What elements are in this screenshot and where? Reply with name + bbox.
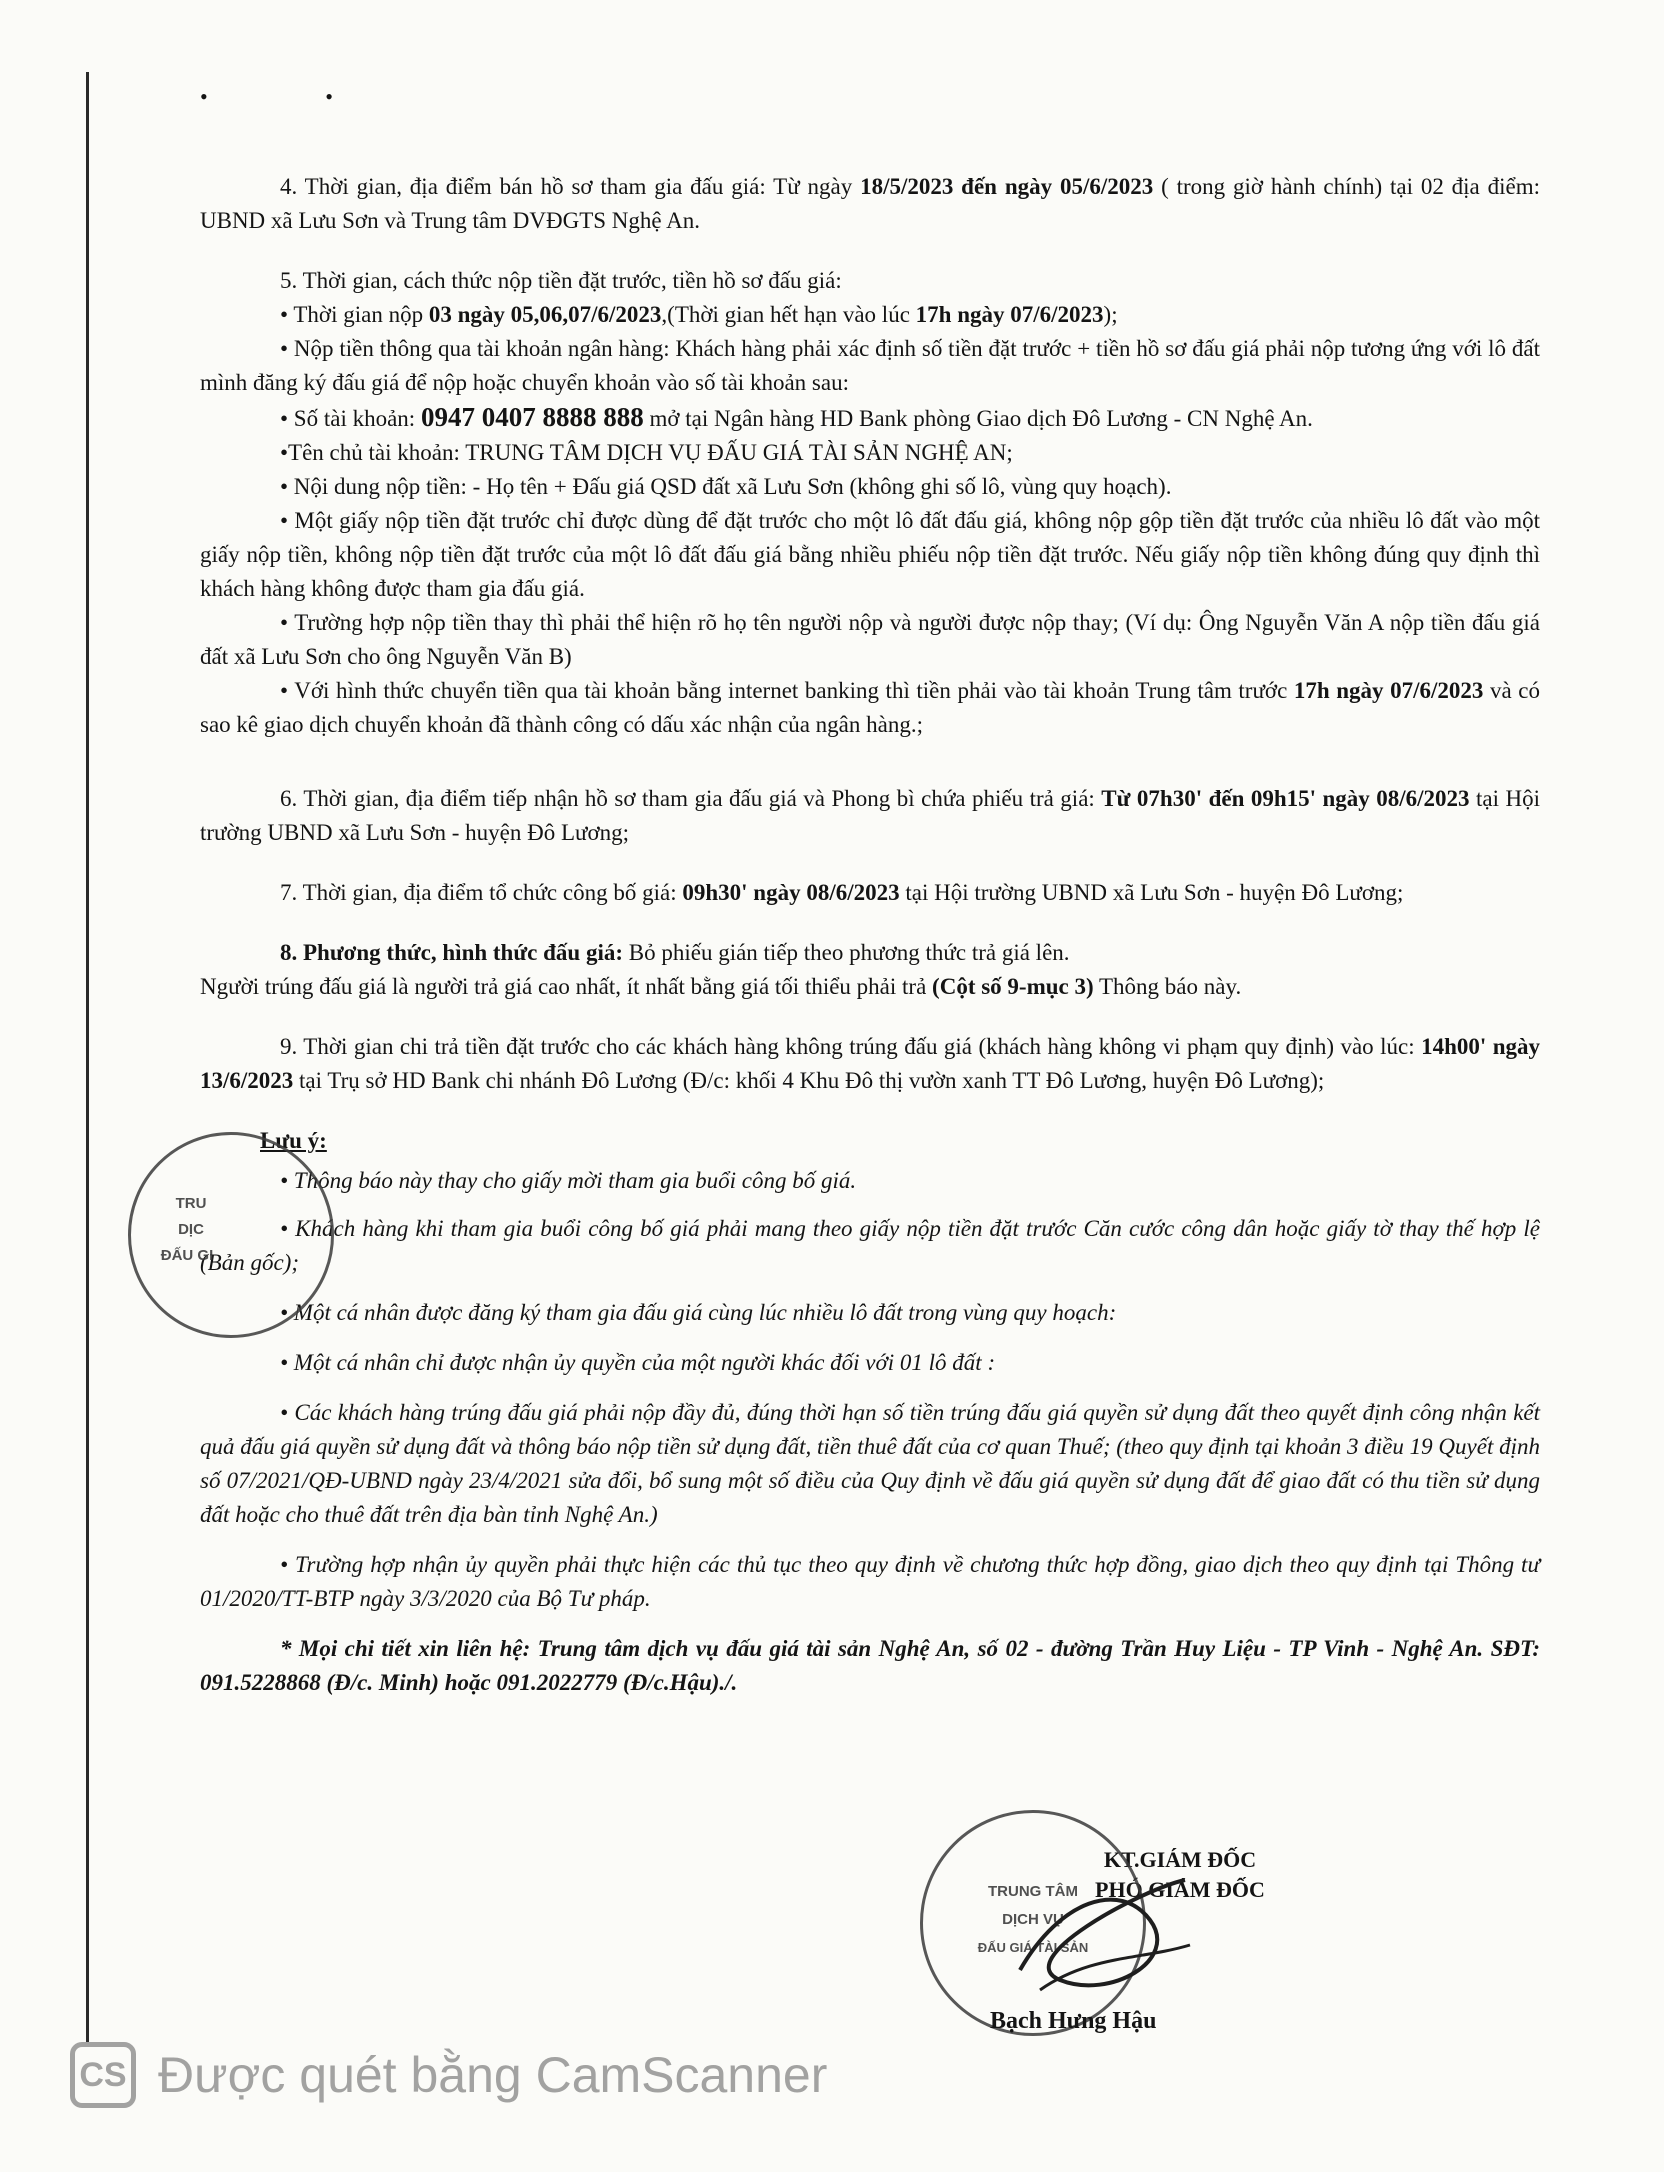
section-6: 6. Thời gian, địa điểm tiếp nhận hồ sơ tham gia đấu giá và Phong bì chứa phiếu trả giá: Từ 07h30' đến 09h15' ngày 08/6/2023 tại Hội trường UBND xã Lưu Sơn - huyện Đô Lương; xyxy=(200,786,1540,845)
note-5: • Các khách hàng trúng đấu giá phải nộp đầy đủ, đúng thời hạn số tiền trúng đấu giá quyền sử dụng đất theo quyết định công nhận kết quả đấu giá quyền sử dụng đất và thông báo nộp tiền sử dụng đất, tiền thuê đất của cơ quan Thuế; (theo quy định tại khoản 3 điều 19 Quyết định số 07/2021/QĐ-UBND ngày 23/4/2021 sửa đổi, bổ sung một số điều của Quy định về đấu giá quyền sử dụng đất để giao đất có thu tiền sử dụng đất hoặc cho thuê đất trên địa bàn tỉnh Nghệ An.) xyxy=(200,1400,1540,1527)
note-1: • Thông báo này thay cho giấy mời tham gia buổi công bố giá. xyxy=(280,1168,857,1193)
section-5-bullet-8: • Với hình thức chuyển tiền qua tài khoản bằng internet banking thì tiền phải vào tài khoản Trung tâm trước 17h ngày 07/6/2023 và có sao kê giao dịch chuyển khoản đã thành công có dấu xác nhận của ngân hàng.; xyxy=(200,678,1540,737)
section-9: 9. Thời gian chi trả tiền đặt trước cho các khách hàng không trúng đấu giá (khách hàng không vi phạm quy định) vào lúc: 14h00' ngày 13/6/2023 tại Trụ sở HD Bank chi nhánh Đô Lương (Đ/c: khối 4 Khu Đô thị vườn xanh TT Đô Lương, huyện Đô Lương); xyxy=(200,1034,1540,1093)
signature-title-1: KT.GIÁM ĐỐC xyxy=(1103,1847,1257,1872)
camscanner-logo-icon: CS xyxy=(70,2042,136,2108)
note-4: • Một cá nhân chỉ được nhận ủy quyền của một người khác đối với 01 lô đất : xyxy=(280,1350,996,1375)
section-5-bullet-6: • Một giấy nộp tiền đặt trước chỉ được dùng để đặt trước cho một lô đất đấu giá, không nộp gộp tiền đặt trước của nhiều lô đất vào một giấy nộp tiền, không nộp tiền đặt trước của một lô đất đấu giá bằng nhiều phiếu nộp tiền đặt trước. Nếu giấy nộp tiền không đúng quy định thì khách hàng không được tham gia đấu giá. xyxy=(200,508,1540,601)
section-5-bullet-2: • Nộp tiền thông qua tài khoản ngân hàng: Khách hàng phải xác định số tiền đặt trước + tiền hồ sơ đấu giá phải nộp tương ứng với lô đất mình đăng ký đấu giá để nộp hoặc chuyển khoản vào số tài khoản sau: xyxy=(200,336,1540,395)
section-5-bullet-4: •Tên chủ tài khoản: TRUNG TÂM DỊCH VỤ ĐẤU GIÁ TÀI SẢN NGHỆ AN; xyxy=(280,440,1013,465)
section-7: 7. Thời gian, địa điểm tổ chức công bố giá: 09h30' ngày 08/6/2023 tại Hội trường UBND xã Lưu Sơn - huyện Đô Lương; xyxy=(280,880,1404,905)
section-5-bullet-5: • Nội dung nộp tiền: - Họ tên + Đấu giá QSD đất xã Lưu Sơn (không ghi số lô, vùng quy hoạch). xyxy=(280,474,1172,499)
section-5-bullet-3: • Số tài khoản: 0947 0407 8888 888 mở tại Ngân hàng HD Bank phòng Giao dịch Đô Lương - CN Nghệ An. xyxy=(280,402,1313,432)
note-3: • Một cá nhân được đăng ký tham gia đấu giá cùng lúc nhiều lô đất trong vùng quy hoạch: xyxy=(280,1300,1117,1325)
official-stamp-right: TRUNG TÂM DỊCH VỤ ĐẤU GIÁ TÀI SẢN xyxy=(920,1810,1146,2036)
notes-heading: Lưu ý: xyxy=(260,1128,327,1153)
handwritten-signature xyxy=(1000,1860,1200,2010)
section-8-cont: Người trúng đấu giá là người trả giá cao nhất, ít nhất bằng giá tối thiểu phải trả (Cột số 9-mục 3) Thông báo này. xyxy=(200,974,1242,999)
signature-title-2: PHÓ GIÁM ĐỐC xyxy=(1095,1877,1265,1902)
scan-dots: • • xyxy=(200,84,389,109)
note-7: * Mọi chi tiết xin liên hệ: Trung tâm dịch vụ đấu giá tài sản Nghệ An, số 02 - đường Trần Huy Liệu - TP Vinh - Nghệ An. SĐT: 091.5228868 (Đ/c. Minh) hoặc 091.2022779 (Đ/c.Hậu)./. xyxy=(200,1636,1540,1695)
note-2: • Khách hàng khi tham gia buổi công bố giá phải mang theo giấy nộp tiền đặt trước Căn cước công dân hoặc giấy tờ thay thế hợp lệ (Bản gốc); xyxy=(200,1216,1540,1275)
camscanner-watermark xyxy=(70,2040,827,2110)
section-4: 4. Thời gian, địa điểm bán hồ sơ tham gia đấu giá: Từ ngày 18/5/2023 đến ngày 05/6/2023 ( trong giờ hành chính) tại 02 địa điểm: UBND xã Lưu Sơn và Trung tâm DVĐGTS Nghệ An. xyxy=(200,174,1540,233)
section-5-bullet-1: • Thời gian nộp 03 ngày 05,06,07/6/2023,(Thời gian hết hạn vào lúc 17h ngày 07/6/2023); xyxy=(280,302,1118,327)
scan-edge xyxy=(86,72,89,2042)
section-5-bullet-7: • Trường hợp nộp tiền thay thì phải thể hiện rõ họ tên người nộp và người được nộp thay; (Ví dụ: Ông Nguyễn Văn A nộp tiền đấu giá đất xã Lưu Sơn cho ông Nguyễn Văn B) xyxy=(200,610,1540,669)
watermark-text: Được quét bằng CamScanner xyxy=(158,2047,828,2103)
document-body xyxy=(200,170,1540,1700)
section-8: 8. Phương thức, hình thức đấu giá: Bỏ phiếu gián tiếp theo phương thức trả giá lên. xyxy=(280,940,1070,965)
section-5-title: 5. Thời gian, cách thức nộp tiền đặt trước, tiền hồ sơ đấu giá: xyxy=(280,268,842,293)
official-stamp-left: TRU DỊC ĐẤU GI xyxy=(128,1132,334,1338)
note-6: • Trường hợp nhận ủy quyền phải thực hiện các thủ tục theo quy định về chương thức hợp đồng, giao dịch theo quy định tại Thông tư 01/2020/TT-BTP ngày 3/3/2020 của Bộ Tư pháp. xyxy=(200,1552,1540,1611)
signer-name: Bạch Hưng Hậu xyxy=(990,2008,1157,2034)
